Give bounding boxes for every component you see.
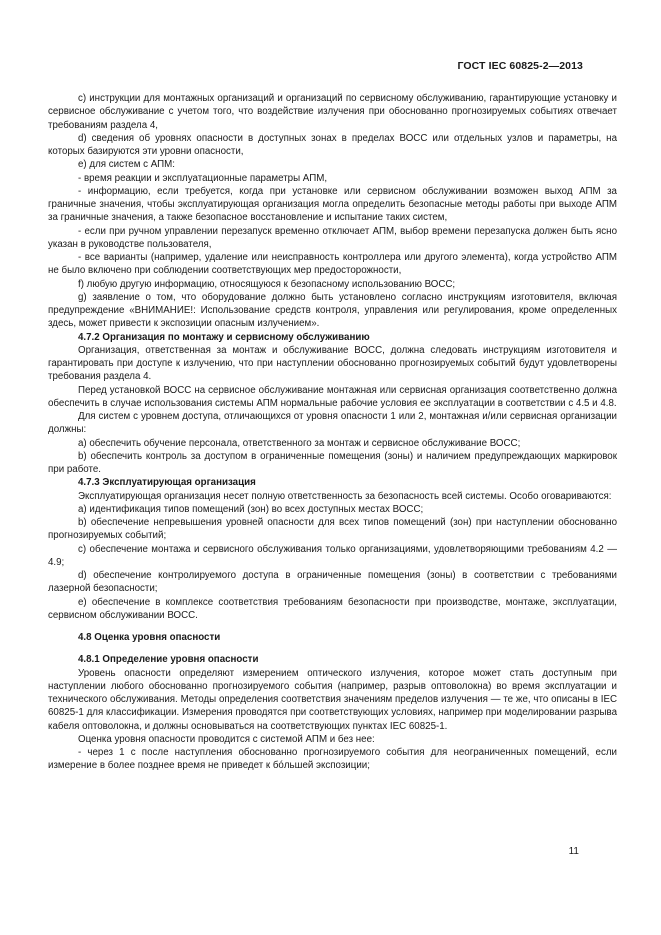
paragraph: - все варианты (например, удаление или неисправность контроллера или другого элемента), когда устройство АПМ не было включено при соблюдении соответствующих мер предосторожности, xyxy=(48,252,617,277)
paragraph: Организация, ответственная за монтаж и обслуживание ВОСС, должна следовать инструкциям изготовителя и гарантировать при доступе к излучению, что при наступлении обоснованно прогнозируемых событий будут удовлетворены требования раздела 4. xyxy=(48,344,617,383)
paragraph: - информацию, если требуется, когда при установке или сервисном обслуживании возможен выход АПМ за граничные значения, чтобы эксплуатирующая организация могла определить безопасные методы работы при выходе АПМ за граничные значения, а также безопасное восстановление и испытание таких систем, xyxy=(48,185,617,224)
paragraph: a) идентификация типов помещений (зон) во всех доступных местах ВОСС; xyxy=(78,503,424,515)
page-number: 11 xyxy=(568,846,579,857)
paragraph: c) обеспечение монтажа и сервисного обслуживания только организациями, удовлетворяющими требованиям 4.2 — 4.9; xyxy=(48,543,617,568)
paragraph: Эксплуатирующая организация несет полную ответственность за безопасность всей системы. Особо оговариваются: xyxy=(78,490,612,502)
paragraph: b) обеспечить контроль за доступом в ограниченные помещения (зоны) и наличием предупреждающих маркировок при работе. xyxy=(48,450,617,475)
section-heading-4-8: 4.8 Оценка уровня опасности xyxy=(78,632,221,643)
paragraph: - если при ручном управлении перезапуск временно отключает АПМ, выбор времени перезапуска должен быть ясно указан в руководстве пользователя, xyxy=(48,225,617,250)
document-code: ГОСТ IEC 60825-2—2013 xyxy=(457,60,583,72)
paragraph: b) обеспечение непревышения уровней опасности для всех типов помещений (зон) при наступлении обоснованно прогнозируемых событий; xyxy=(48,517,617,542)
paragraph: - время реакции и эксплуатационные параметры АПМ, xyxy=(78,172,328,184)
paragraph: e) для систем с АПМ: xyxy=(78,159,175,171)
paragraph: Оценка уровня опасности проводится с системой АПМ и без нее: xyxy=(78,733,375,745)
paragraph: d) обеспечение контролируемого доступа в ограниченные помещения (зоны) в соответствии с требованиями лазерной безопасности; xyxy=(48,570,617,595)
spacer xyxy=(48,622,617,631)
paragraph: f) любую другую информацию, относящуюся к безопасному использованию ВОСС; xyxy=(78,278,456,290)
paragraph: e) обеспечение в комплексе соответствия требованиям безопасности при производстве, монтаже, эксплуатации, сервисном обслуживании ВОСС. xyxy=(48,596,617,621)
paragraph: Перед установкой ВОСС на сервисное обслуживание монтажная или сервисная организация соответственно должна обеспечить в случае использования системы АПМ нормальные рабочие условия ее эксплуатации в соответствии с 4.5 и 4.8. xyxy=(48,384,617,409)
paragraph: d) сведения об уровнях опасности в доступных зонах в пределах ВОСС или отдельных узлов и параметры, на которых базируются эти уровни опасности, xyxy=(48,132,617,157)
paragraph: g) заявление о том, что оборудование должно быть установлено согласно инструкциям изготовителя, включая предупреждение «ВНИМАНИЕ!: Использование средств контроля, управления или регулирования, кроме определенных здесь, может привести к экспозиции опасным излучением». xyxy=(48,291,617,330)
paragraph: Уровень опасности определяют измерением оптического излучения, которое может стать доступным при наступлении любого обоснованно прогнозируемого события (например, разрыв оптоволокна) во время эксплуатации и технического обслуживания. Методы определения соответствия значениям пределов излучения — те же, что описаны в IEC 60825-1 для классификации. Измерения проводятся при соответствующих условиях, например при моделировании разрыва кабеля оптоволокна, и должны основываться на соответствующих пунктах IEC 60825-1. xyxy=(48,667,617,732)
paragraph: a) обеспечить обучение персонала, ответственного за монтаж и сервисное обслуживание ВОСС; xyxy=(78,437,521,449)
paragraph: c) инструкции для монтажных организаций и организаций по сервисному обслуживанию, гарантирующие установку и сервисное обслуживание с учетом того, что воздействие излучения при обоснованно прогнозируемых событиях отвечает требованиям раздела 4, xyxy=(48,93,617,131)
section-heading-4-8-1: 4.8.1 Определение уровня опасности xyxy=(78,654,259,666)
section-heading-4-7-2: 4.7.2 Организация по монтажу и сервисному обслуживанию xyxy=(78,331,370,343)
paragraph: Для систем с уровнем доступа, отличающихся от уровня опасности 1 или 2, монтажная и/или сервисная организации должны: xyxy=(48,411,617,436)
page-body xyxy=(48,92,617,773)
section-heading-4-7-3: 4.7.3 Эксплуатирующая организация xyxy=(78,477,256,489)
spacer xyxy=(48,644,617,653)
paragraph: - через 1 с после наступления обоснованно прогнозируемого события для неограниченных помещений, если измерение в более позднее время не приведет к бóльшей экспозиции; xyxy=(48,747,617,772)
